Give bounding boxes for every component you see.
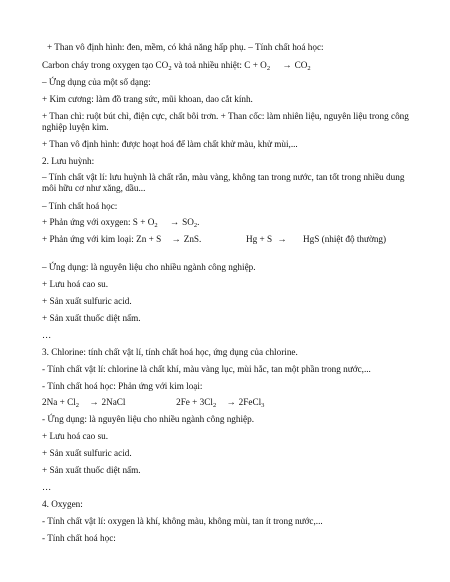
text-line: … (42, 482, 52, 492)
text-line: - Tính chất hoá học: Phản ứng với kim loại: (42, 381, 203, 391)
text-line: - Ứng dụng: là nguyên liệu cho nhiều ngành công nghiệp. (42, 414, 255, 424)
section-heading: 3. Chlorine: tính chất vật lí, tính chất hoá học, ứng dụng của chlorine. (42, 347, 298, 357)
text-line: + Phản ứng với kim loại: Zn + S → ZnS. Hg + S → (42, 234, 287, 244)
text-line: + Than vô định hình: đen, mềm, có khả năng hấp phụ. – Tính chất hoá học: (47, 42, 324, 52)
text-line: – Ứng dụng của một số dạng: (42, 77, 151, 87)
text-line: Carbon cháy trong oxygen tạo $CO_2$ và toả nhiều nhiệt: $C + O_2 \to CO_2$ (42, 60, 311, 72)
text-line: HgS (nhiệt độ thường) (303, 234, 387, 244)
text-line: + Lưu hoá cao su. (42, 431, 109, 441)
text-line: + Than vô định hình: được hoạt hoá để làm chất khử màu, khử mùi,... (42, 139, 298, 149)
section-heading: 4. Oxygen: (42, 499, 83, 509)
text-line: - Tính chất vật lí: oxygen là khí, không màu, không mùi, tan ít trong nước,... (42, 516, 323, 526)
text-line: + Sản xuất sulfuric acid. (42, 296, 132, 306)
text-line: … (42, 330, 52, 340)
text-line: + Kim cương: làm đồ trang sức, mũi khoan, dao cắt kính. (42, 94, 253, 104)
text-line: – Tính chất hoá học: (42, 201, 118, 211)
text-line: $2Na + Cl_2$ → 2NaCl $2Fe + 3Cl_2$ → 2FeCl$_3$ (42, 397, 265, 409)
text-line: + Sản xuất sulfuric acid. (42, 448, 132, 458)
text-line: - Tính chất vật lí: chlorine là chất khí, màu vàng lục, mùi hắc, tan một phần trong nước,... (42, 364, 371, 374)
text-line: – Ứng dụng: là nguyên liệu cho nhiều ngành công nghiệp. (42, 262, 256, 272)
text-line: + Lưu hoá cao su. (42, 279, 109, 289)
text-line: + Sản xuất thuốc diệt nấm. (42, 465, 141, 475)
text-paragraph: + Than chì: ruột bút chì, điện cực, chất bôi trơn. + Than cốc: làm nhiên liệu, nguyên liệu trong công nghiệp luyện kim. (42, 111, 409, 132)
text-paragraph: – Tính chất vật lí: lưu huỳnh là chất rắn, màu vàng, không tan trong nước, tan tốt trong nhiều dung môi hữu cơ như xăng, dầu... (42, 172, 405, 193)
text-line: + Sản xuất thuốc diệt nấm. (42, 313, 141, 323)
text-line: + Phản ứng với oxygen: $S + O_2 \to SO_2$. (42, 217, 200, 229)
section-heading: 2. Lưu huỳnh: (42, 156, 95, 166)
text-line: - Tính chất hoá học: (42, 533, 116, 543)
